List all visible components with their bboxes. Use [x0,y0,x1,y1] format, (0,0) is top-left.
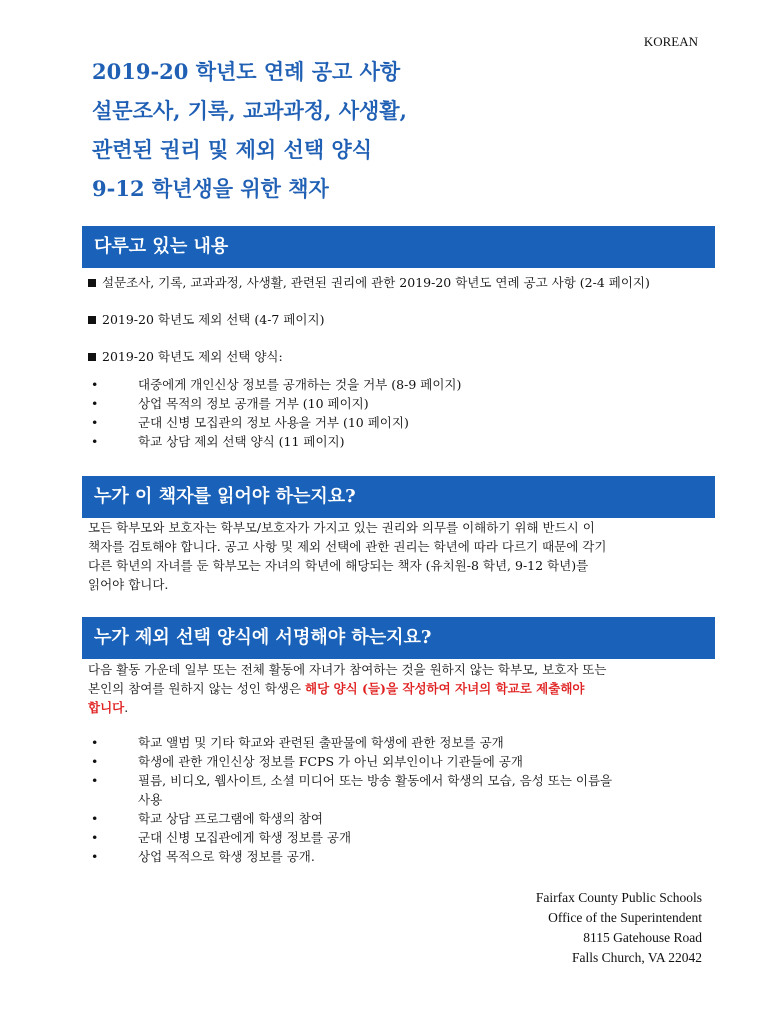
contents-item: 2019-20 학년도 제외 선택 양식: [88,347,708,366]
document-title-line-3: 관련된 권리 및 제외 선택 양식 [92,137,372,162]
bullet-icon: • [91,830,99,845]
document-title-block [92,58,407,214]
bullet-icon: • [91,415,99,430]
opt-out-forms-list [88,375,708,451]
address-block [536,888,702,968]
submit-instruction-highlight-end: 합니다 [88,700,125,715]
square-bullet-icon [88,279,96,287]
bullet-icon: • [91,434,99,449]
section-heading-contents: 다루고 있는 내용 [82,226,715,268]
who-reads-paragraph: 모든 학부모와 보호자는 학부모/보호자가 가지고 있는 권리와 의무를 이해하기 위해 반드시 이 책자를 검토해야 합니다. 공고 사항 및 제외 선택에 관한 권리는 학년에 따라 다르기 때문에 각기 다른 학년의 자녀를 둔 학부모는 자녀의 학년에 해당되는 책자 (유치원-8 학년, 9-12 학년)를 읽어야 합니다. [88,520,607,592]
address-line: Falls Church, VA 22042 [571,950,702,965]
activities-list [88,733,708,866]
document-subtitle: 9-12 학년생을 위한 책자 [92,176,329,201]
language-label: KOREAN [643,34,698,49]
bullet-icon: • [91,735,99,750]
bullet-icon: • [91,811,99,826]
document-title-line-1: 2019-20 학년도 연례 공고 사항 [92,59,401,84]
list-item: • 군대 신병 모집관에게 학생 정보를 공개 [91,830,352,845]
list-item: • 학교 앨범 및 기타 학교와 관련된 출판물에 학생에 관한 정보를 공개 [91,735,504,750]
bullet-icon: • [91,754,99,769]
list-item: • 학생에 관한 개인신상 정보를 FCPS 가 아닌 외부인이나 기관들에 공개 [91,754,523,769]
bullet-icon: • [91,396,99,411]
list-item: • 학교 상담 프로그램에 학생의 참여 [91,811,323,826]
document-title-line-2: 설문조사, 기록, 교과과정, 사생활, [92,98,407,123]
list-item: • 대중에게 개인신상 정보를 공개하는 것을 거부 (8-9 페이지) [91,377,462,392]
contents-item: 설문조사, 기록, 교과과정, 사생활, 관련된 권리에 관한 2019-20 학년도 연례 공고 사항 (2-4 페이지) [88,273,708,292]
address-line: Office of the Superintendent [548,910,702,925]
submit-instruction-highlight: 해당 양식 (들)을 작성하여 자녀의 학교로 제출해야 [305,681,585,696]
contents-list [88,273,708,451]
bullet-icon: • [91,773,99,788]
list-item: • 상업 목적으로 학생 정보를 공개. [91,849,315,864]
address-line: 8115 Gatehouse Road [583,930,702,945]
contents-item: 2019-20 학년도 제외 선택 (4-7 페이지) [88,310,708,329]
section-heading-who-signs: 누가 제외 선택 양식에 서명해야 하는지요? [82,617,715,659]
list-item: • 상업 목적의 정보 공개를 거부 (10 페이지) [91,396,369,411]
list-item: • 필름, 비디오, 웹사이트, 소셜 미디어 또는 방송 활동에서 학생의 모습, 음성 또는 이름을 사용 [91,773,613,807]
list-item: • 학교 상담 제외 선택 양식 (11 페이지) [91,434,345,449]
bullet-icon: • [91,377,99,392]
who-signs-paragraph: 다음 활동 가운데 일부 또는 전체 활동에 자녀가 참여하는 것을 원하지 않는 학부모, 보호자 또는 본인의 참여를 원하지 않는 성인 학생은 해당 양식 (들)을 작성하여 자녀의 학교로 제출해야 합니다. • 학교 앨범 및 기타 학교와 관련된 출판물에 학생에 관한 정보를 공개 • 학생에 관한 개인신상 정보를 FCPS 가 아닌 외부인이나 기관들에 공개 • 필름, 비디오, 웹사이트, 소셜 미디어 또는 방송 활동에서 학생의 모습, 음성 또는 이름을 사용 • 학교 상담 프로그램에 학생의 참여 • 군대 신병 모집관에게 학생 정보를 공개 • 상업 목적으로 학생 정보를 공개. [88,660,708,866]
square-bullet-icon [88,316,96,324]
bullet-icon: • [91,849,99,864]
list-item: • 군대 신병 모집관의 정보 사용을 거부 (10 페이지) [91,415,409,430]
square-bullet-icon [88,353,96,361]
section-heading-who-reads: 누가 이 책자를 읽어야 하는지요? [82,476,715,518]
address-line: Fairfax County Public Schools [535,890,702,905]
